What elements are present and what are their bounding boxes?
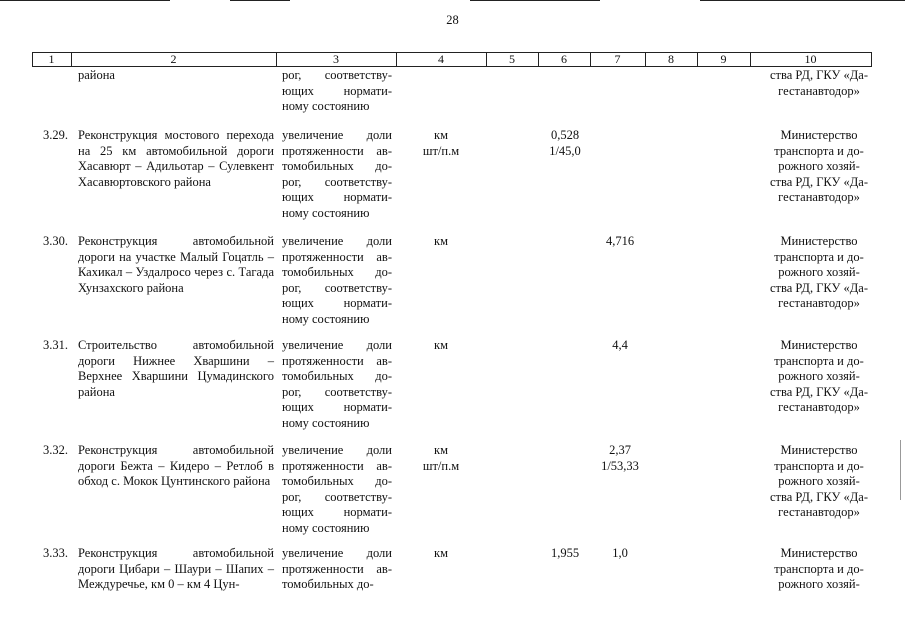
indicator-line: томобильных до-	[282, 369, 392, 383]
indicator-line: ющих нормати-	[282, 83, 392, 98]
indicator-line: увеличение доли	[282, 546, 392, 560]
row-indicator	[282, 443, 392, 536]
top-scan-rule	[0, 0, 905, 1]
indicator-line: рог, соответству-	[282, 68, 392, 82]
indicator-line: ющих нормати-	[282, 296, 392, 310]
row-description: Строительство автомобильной дороги Нижнее Хваршини – Верхнее Хваршини Цумадинского района	[78, 338, 274, 399]
indicator-line: ному состоянию	[282, 205, 370, 220]
responsible-line: Министерство	[780, 234, 858, 248]
header-col-6: 6	[561, 52, 567, 66]
value-line: 2,37	[609, 443, 631, 457]
indicator-line: рог, соответству-	[282, 384, 392, 399]
row-number: 3.29.	[43, 128, 68, 142]
row-number: 3.31.	[43, 338, 68, 352]
value-line: 0,528	[550, 128, 580, 142]
responsible-line: рожного хозяй-	[778, 265, 860, 279]
header-col-8: 8	[668, 52, 674, 66]
header-col-7: 7	[614, 52, 621, 66]
row-unit	[396, 443, 486, 474]
value-line: 4,4	[612, 338, 628, 352]
unit-line: км	[434, 338, 448, 352]
indicator-line: увеличение доли	[282, 128, 392, 142]
row-indicator	[282, 128, 392, 221]
value-line: 1/45,0	[549, 143, 581, 158]
unit-line: шт/п.м	[422, 458, 460, 473]
responsible-line: рожного хозяй-	[778, 159, 860, 173]
header-col-3: 3	[333, 52, 339, 66]
unit-line: км	[434, 234, 448, 248]
header-col-10: 10	[804, 52, 817, 66]
responsible-line: Министерство	[780, 338, 858, 352]
responsible-line: гестанавтодор»	[778, 296, 860, 310]
indicator-line: протяженности ав-	[282, 561, 392, 576]
responsible-line: транспорта и до-	[774, 143, 864, 158]
indicator-line: ному состоянию	[282, 520, 370, 535]
row-responsible	[759, 546, 879, 593]
responsible-line: Министерство	[780, 443, 858, 457]
row-responsible	[759, 443, 879, 521]
unit-line: км	[434, 546, 448, 560]
indicator-line: ющих нормати-	[282, 400, 392, 414]
indicator-line: томобильных до-	[282, 265, 392, 279]
row-responsible	[759, 128, 879, 206]
continuation-indicator	[282, 68, 392, 115]
responsible-line: ства РД, ГКУ «Да-	[770, 489, 868, 504]
row-description: Реконструкция автомобильной дороги Цибари – Шаури – Шапих – Междуречье, км 0 – км 4 Цун-	[78, 546, 274, 591]
row-description: Реконструкция автомобильной дороги на участке Малый Гоцатль – Кахикал – Уздалросо через с. Тагада Хунзахского района	[78, 234, 274, 295]
indicator-line: протяженности ав-	[282, 353, 392, 368]
value-line: 1,955	[550, 546, 580, 560]
row-number: 3.30.	[43, 234, 68, 248]
indicator-line: увеличение доли	[282, 338, 392, 352]
header-col-4: 4	[438, 52, 444, 66]
indicator-line: рог, соответству-	[282, 280, 392, 295]
row-description: Реконструкция автомобильной дороги Бежта – Кидеро – Ретлоб в обход с. Мокок Цунтинского района	[78, 443, 274, 488]
row-col7-value	[590, 443, 650, 474]
scan-edge-mark	[900, 440, 901, 500]
indicator-line: рог, соответству-	[282, 174, 392, 189]
header-col-5: 5	[509, 52, 515, 66]
responsible-line: ства РД, ГКУ «Да-	[770, 174, 868, 189]
indicator-line: ющих нормати-	[282, 190, 392, 204]
responsible-line: рожного хозяй-	[778, 577, 860, 591]
header-bottom-border	[32, 66, 872, 67]
header-col-1: 1	[48, 52, 55, 66]
unit-line: км	[434, 128, 448, 142]
indicator-line: томобильных до-	[282, 159, 392, 173]
indicator-line: томобильных до-	[282, 474, 392, 488]
row-unit	[396, 128, 486, 159]
row-unit	[396, 546, 486, 562]
row-col7-value	[590, 234, 650, 250]
indicator-line: рог, соответству-	[282, 489, 392, 504]
responsible-line: ства РД, ГКУ «Да-	[770, 280, 868, 295]
responsible-line: гестанавтодор»	[778, 505, 860, 519]
header-separator	[871, 52, 872, 67]
value-line: 1/53,33	[601, 458, 639, 473]
responsible-line: Министерство	[780, 128, 858, 142]
responsible-line: гестанавтодор»	[778, 83, 860, 98]
row-number: 3.33.	[43, 546, 68, 560]
indicator-line: ному состоянию	[282, 415, 370, 430]
indicator-line: увеличение доли	[282, 443, 392, 457]
row-col6-value	[535, 128, 595, 159]
indicator-line: увеличение доли	[282, 234, 392, 248]
responsible-line: рожного хозяй-	[778, 474, 860, 488]
unit-line: шт/п.м	[422, 143, 460, 158]
indicator-line: ному состоянию	[282, 99, 370, 113]
responsible-line: ства РД, ГКУ «Да-	[770, 68, 868, 82]
row-col7-value	[590, 338, 650, 354]
responsible-line: транспорта и до-	[774, 458, 864, 473]
row-unit	[396, 234, 486, 250]
row-unit	[396, 338, 486, 354]
indicator-line: ному состоянию	[282, 311, 370, 326]
header-col-2: 2	[170, 52, 177, 66]
page-number: 28	[446, 13, 459, 27]
value-line: 4,716	[605, 234, 635, 248]
value-line: 1,0	[612, 546, 628, 560]
indicator-line: томобильных до-	[282, 577, 374, 591]
indicator-line: протяженности ав-	[282, 458, 392, 473]
row-col7-value	[590, 546, 650, 562]
indicator-line: протяженности ав-	[282, 249, 392, 264]
responsible-line: ства РД, ГКУ «Да-	[770, 384, 868, 399]
row-indicator	[282, 234, 392, 327]
row-indicator	[282, 546, 392, 593]
responsible-line: транспорта и до-	[774, 249, 864, 264]
row-responsible	[759, 338, 879, 416]
row-number: 3.32.	[43, 443, 68, 457]
row-responsible	[759, 234, 879, 312]
continuation-description: района	[78, 68, 115, 82]
indicator-line: протяженности ав-	[282, 143, 392, 158]
responsible-line: гестанавтодор»	[778, 400, 860, 414]
row-indicator	[282, 338, 392, 431]
responsible-line: гестанавтодор»	[778, 190, 860, 204]
row-description: Реконструкция мостового перехода на 25 км автомобильной дороги Хасавюрт – Адильотар – Сулевкент Хасавюртовского района	[78, 128, 274, 189]
responsible-line: транспорта и до-	[774, 561, 864, 576]
row-col6-value	[535, 546, 595, 562]
responsible-line: Министерство	[780, 546, 858, 560]
header-col-9: 9	[720, 52, 727, 66]
responsible-line: рожного хозяй-	[778, 369, 860, 383]
responsible-line: транспорта и до-	[774, 353, 864, 368]
continuation-responsible	[759, 68, 879, 99]
indicator-line: ющих нормати-	[282, 505, 392, 519]
unit-line: км	[434, 443, 448, 457]
